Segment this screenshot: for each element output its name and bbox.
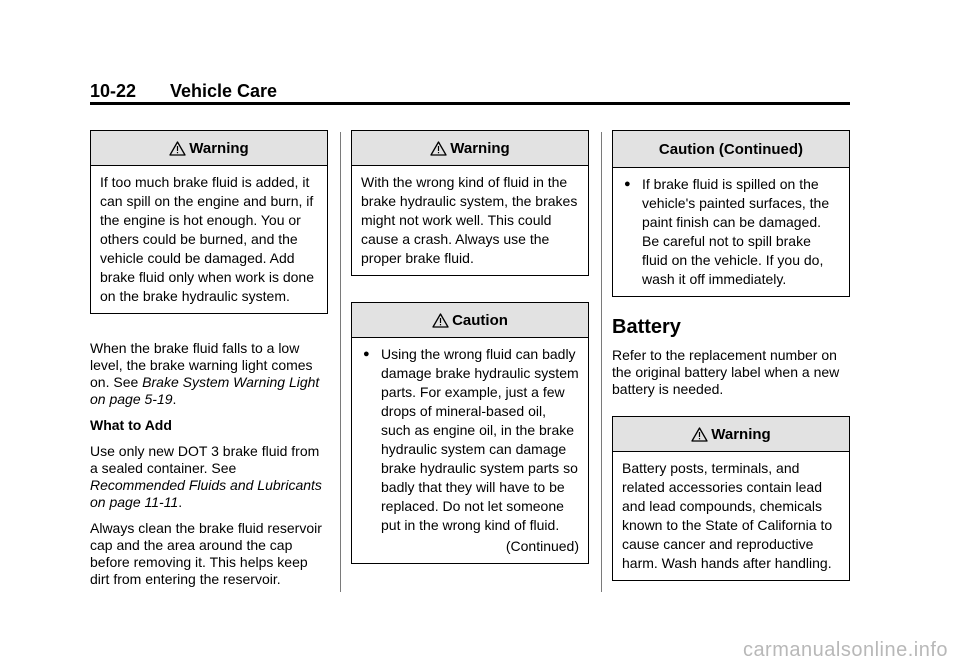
warning-triangle-icon	[430, 141, 447, 156]
paragraph-end: .	[172, 391, 177, 407]
warning-text: Battery posts, terminals, and related accessories contain lead and lead compounds, chemicals known to the State of California to cause cancer and reproductive harm. Wash hands after handling.	[622, 460, 833, 571]
warning-triangle-icon	[432, 313, 449, 328]
warning-triangle-icon	[691, 427, 708, 442]
column-middle	[351, 130, 589, 590]
warning-box-title: Warning	[711, 425, 771, 443]
warning-box	[612, 416, 850, 581]
column-divider	[601, 132, 602, 592]
cross-reference-link[interactable]: Brake System Warning Light on page 5-19	[90, 374, 320, 407]
paragraph	[90, 443, 328, 511]
bullet-text: If brake fluid is spilled on the vehicle's painted surfaces, the paint finish can be damaged. Be careful not to spill brake fluid on the vehicle. If you do, wash it off immediately.	[642, 176, 830, 287]
paragraph-text: Use only new DOT 3 brake fluid from a sealed container. See	[90, 443, 320, 476]
caution-box	[612, 130, 850, 297]
warning-text: If too much brake fluid is added, it can spill on the engine and burn, if the engine is hot enough. You or others could be burned, and the vehicle could be damaged. Add brake fluid only when work is done on the brake hydraulic system.	[100, 174, 315, 304]
paragraph	[90, 340, 328, 408]
caution-box-title: Caution (Continued)	[658, 140, 804, 158]
bullet-text: Using the wrong fluid can badly damage brake hydraulic system parts. For example, just a few drops of mineral-based oil, such as engine oil, in the brake hydraulic system can damage brake hydraulic system parts so badly that they will have to be replaced. Do not let someone put in the wrong kind of fluid.	[381, 346, 579, 533]
caution-box	[351, 302, 589, 564]
section-title: Battery	[612, 316, 681, 338]
warning-box-body	[613, 452, 849, 580]
bullet-icon: ●	[624, 178, 631, 190]
paragraph-text: When the brake fluid falls to a low level, the brake warning light comes on. See	[90, 340, 313, 390]
bullet-icon: ●	[363, 348, 370, 360]
caution-box-body	[352, 338, 588, 563]
bullet-item	[361, 345, 579, 535]
warning-box	[90, 130, 328, 314]
warning-box-header	[91, 131, 327, 166]
warning-box-header	[613, 417, 849, 452]
cross-reference-link[interactable]: Recommended Fluids and Lubricants on page 11-11	[90, 477, 322, 510]
column-left	[90, 130, 328, 597]
caution-box-body	[613, 168, 849, 296]
bullet-item	[622, 175, 840, 289]
page-header	[90, 80, 850, 102]
paragraph: Always clean the brake fluid reservoir cap and the area around the cap before removing it. This helps keep dirt from entering the reservoir.	[90, 520, 322, 587]
page-number: 10-22	[90, 81, 137, 101]
page-title: Vehicle Care	[170, 81, 278, 101]
header-rule	[90, 102, 850, 105]
column-divider	[340, 132, 341, 592]
warning-box-body	[91, 166, 327, 313]
warning-box-title: Warning	[450, 139, 510, 157]
warning-box-title: Warning	[189, 139, 249, 157]
column-right	[612, 130, 850, 607]
warning-box	[351, 130, 589, 276]
watermark: carmanualsonline.info	[742, 639, 948, 661]
continued-label: (Continued)	[505, 538, 579, 554]
caution-box-header	[352, 303, 588, 338]
paragraph-end: .	[178, 494, 183, 510]
warning-box-body	[352, 166, 588, 275]
warning-box-header	[352, 131, 588, 166]
caution-box-title: Caution	[452, 311, 508, 329]
subheading: What to Add	[90, 417, 172, 433]
caution-box-header	[613, 131, 849, 168]
paragraph: Refer to the replacement number on the original battery label when a new battery is needed.	[612, 347, 840, 397]
warning-text: With the wrong kind of fluid in the brake hydraulic system, the brakes might not work well. This could cause a crash. Always use the proper brake fluid.	[361, 174, 578, 266]
warning-triangle-icon	[169, 141, 186, 156]
